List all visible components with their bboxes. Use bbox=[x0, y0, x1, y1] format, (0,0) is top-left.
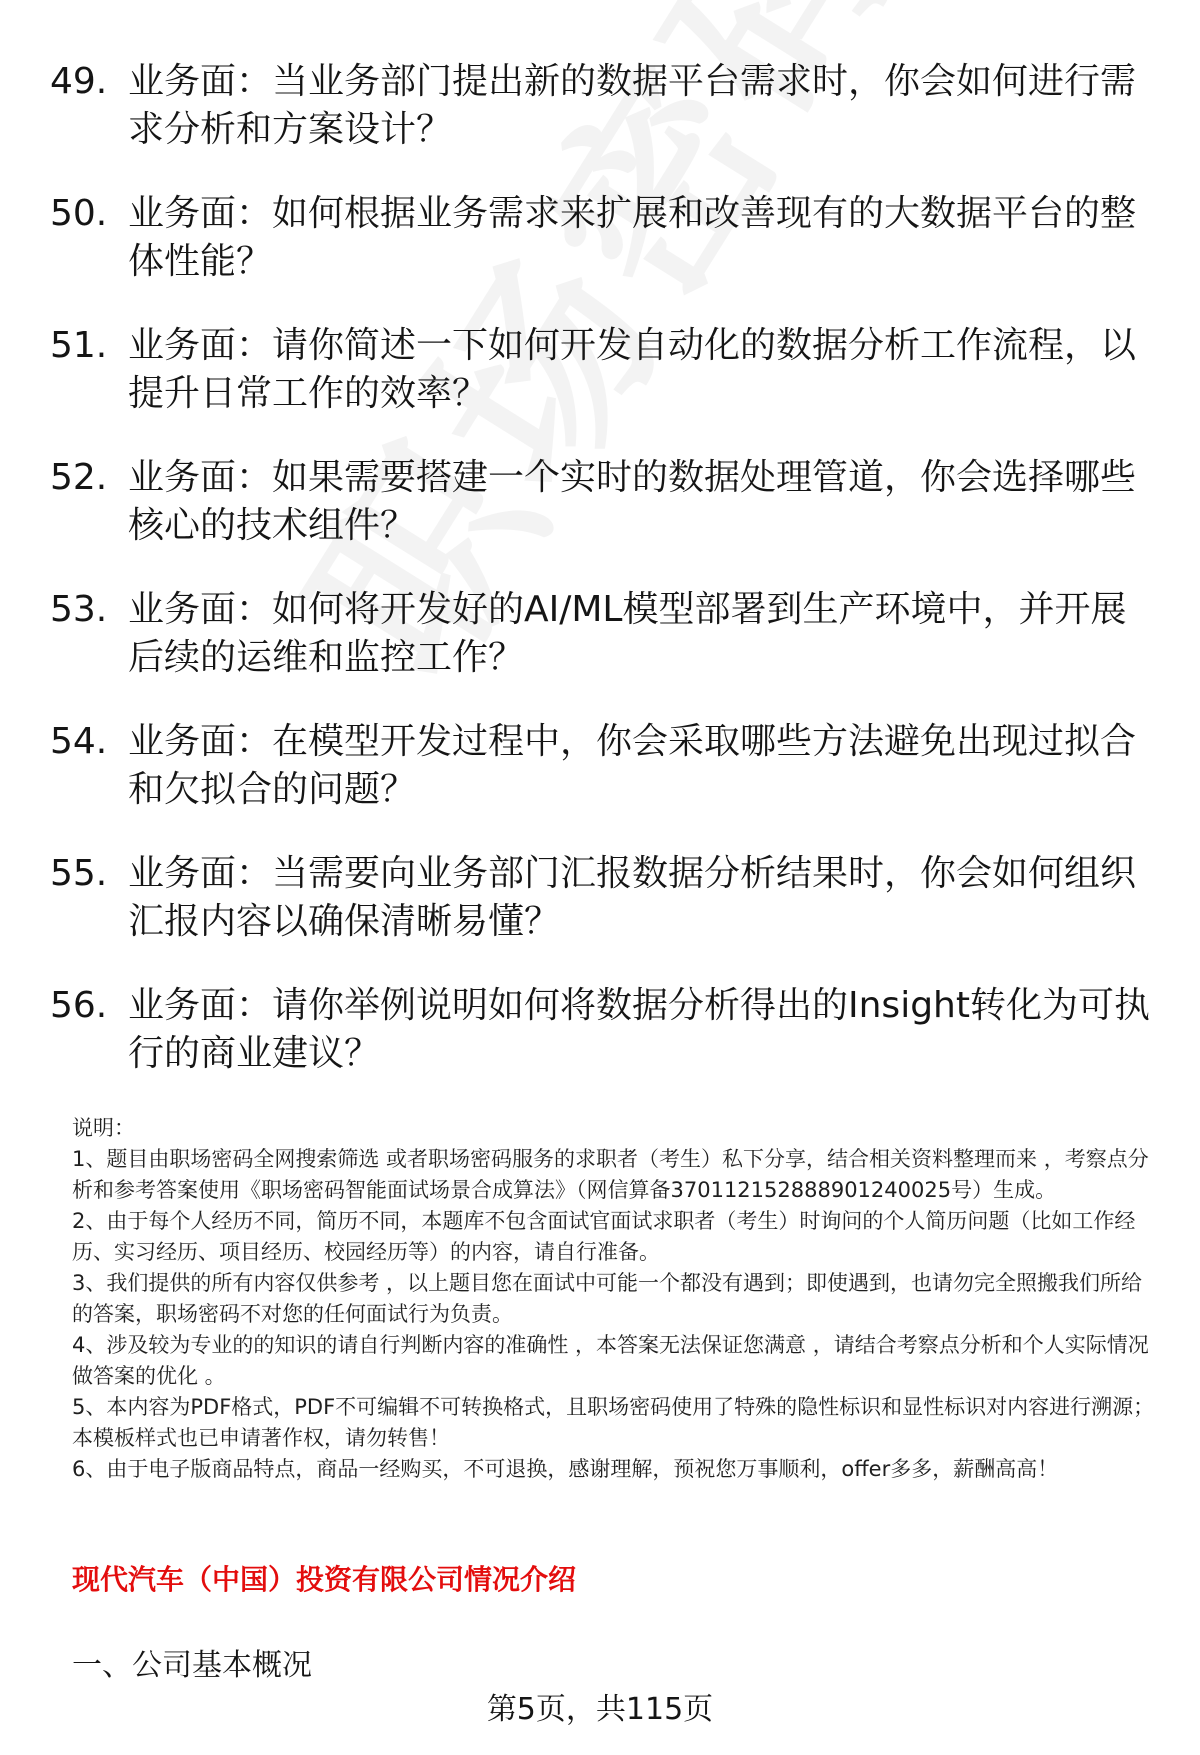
note-item: 6、由于电子版商品特点，商品一经购买，不可退换，感谢理解，预祝您万事顺利，offer多多，薪酬高高！ bbox=[72, 1457, 1059, 1481]
question-number: 55. bbox=[50, 853, 108, 894]
question-text: 业务面：请你举例说明如何将数据分析得出的Insight转化为可执行的商业建议？ bbox=[128, 985, 1150, 1074]
section-heading: 一、公司基本概况 bbox=[72, 1648, 312, 1683]
question-number: 53. bbox=[50, 589, 108, 630]
question-number: 56. bbox=[50, 985, 108, 1026]
question-item bbox=[50, 190, 1160, 286]
page-footer: 第5页，共115页 bbox=[486, 1692, 714, 1727]
question-text: 业务面：如何根据业务需求来扩展和改善现有的大数据平台的整体性能？ bbox=[128, 193, 1137, 282]
question-item bbox=[50, 454, 1160, 550]
question-text: 业务面：在模型开发过程中，你会采取哪些方法避免出现过拟合和欠拟合的问题？ bbox=[128, 721, 1137, 810]
note-item: 4、涉及较为专业的的知识的请自行判断内容的准确性 ，本答案无法保证您满意 ，请结合考察点分析和个人实际情况做答案的优化 。 bbox=[72, 1333, 1149, 1388]
note-item: 3、我们提供的所有内容仅供参考 ，以上题目您在面试中可能一个都没有遇到；即使遇到，也请勿完全照搬我们所给的答案，职场密码不对您的任何面试行为负责。 bbox=[72, 1271, 1143, 1326]
note-item: 1、题目由职场密码全网搜索筛选 或者职场密码服务的求职者（考生）私下分享，结合相关资料整理而来 ，考察点分析和参考答案使用《职场密码智能面试场景合成算法》（网信算备370112152888901240025号）生成。 bbox=[72, 1147, 1149, 1202]
question-item bbox=[50, 586, 1160, 682]
question-number: 50. bbox=[50, 193, 108, 234]
question-number: 52. bbox=[50, 457, 108, 498]
notes-section bbox=[72, 1113, 1162, 1485]
question-text: 业务面：当业务部门提出新的数据平台需求时，你会如何进行需求分析和方案设计？ bbox=[128, 61, 1137, 150]
question-text: 业务面：如果需要搭建一个实时的数据处理管道，你会选择哪些核心的技术组件？ bbox=[128, 457, 1137, 546]
question-item bbox=[50, 982, 1160, 1078]
question-item bbox=[50, 322, 1160, 418]
question-item bbox=[50, 58, 1160, 154]
note-item: 2、由于每个人经历不同，简历不同，本题库不包含面试官面试求职者（考生）时询问的个人简历问题（比如工作经历、实习经历、项目经历、校园经历等）的内容，请自行准备。 bbox=[72, 1209, 1136, 1264]
question-number: 49. bbox=[50, 61, 108, 102]
question-item bbox=[50, 850, 1160, 946]
question-item bbox=[50, 718, 1160, 814]
question-text: 业务面：当需要向业务部门汇报数据分析结果时，你会如何组织汇报内容以确保清晰易懂？ bbox=[128, 853, 1137, 942]
question-text: 业务面：如何将开发好的AI/ML模型部署到生产环境中，并开展后续的运维和监控工作？ bbox=[128, 589, 1127, 678]
question-text: 业务面：请你简述一下如何开发自动化的数据分析工作流程，以提升日常工作的效率？ bbox=[128, 325, 1137, 414]
question-number: 54. bbox=[50, 721, 108, 762]
notes-heading: 说明： bbox=[72, 1116, 135, 1140]
company-title: 现代汽车（中国）投资有限公司情况介绍 bbox=[72, 1563, 577, 1596]
note-item: 5、本内容为PDF格式，PDF不可编辑不可转换格式，且职场密码使用了特殊的隐性标识和显性标识对内容进行溯源；本模板样式也已申请著作权，请勿转售！ bbox=[72, 1395, 1155, 1450]
question-number: 51. bbox=[50, 325, 108, 366]
